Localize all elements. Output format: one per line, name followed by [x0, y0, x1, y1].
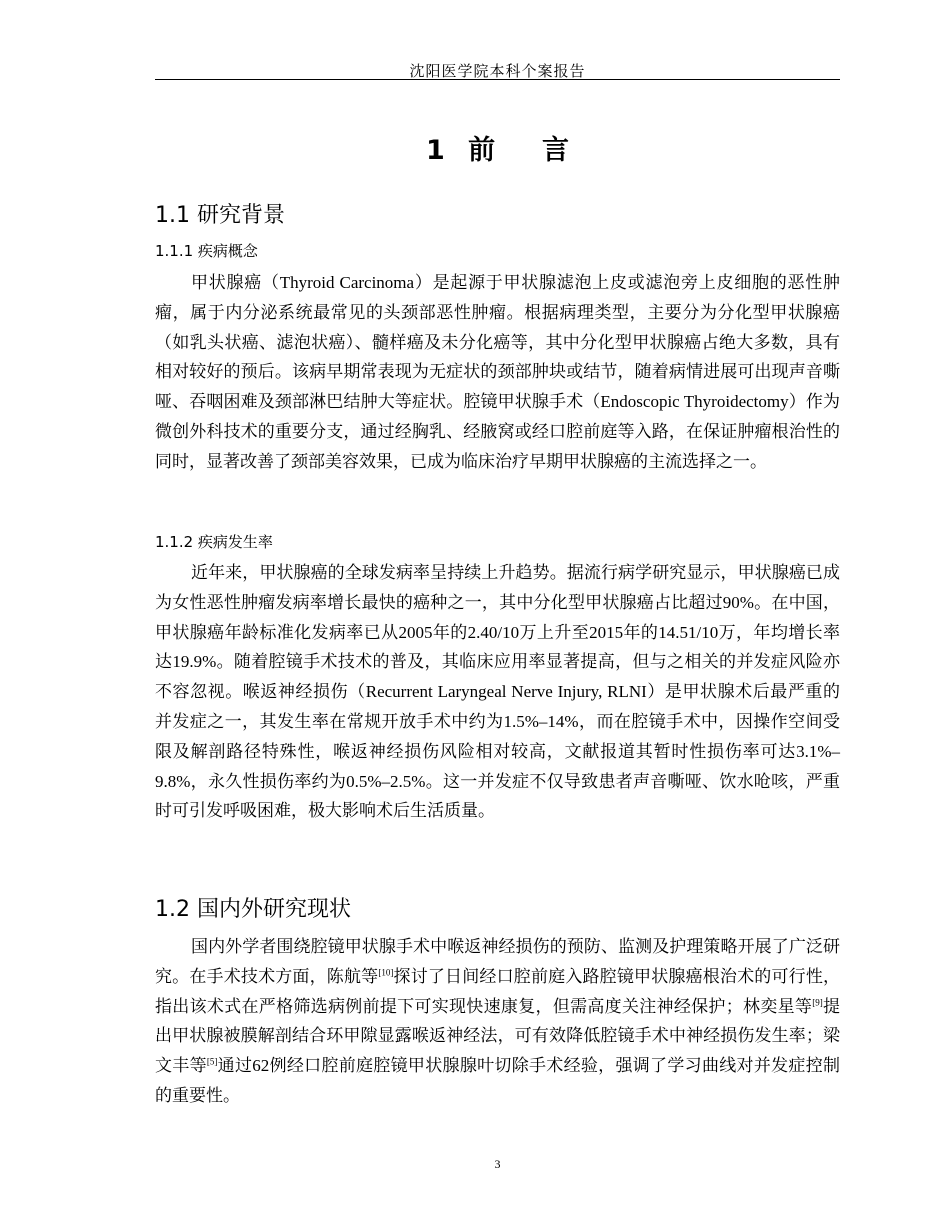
- section-heading-1-1: 1.1 研究背景: [155, 203, 285, 228]
- paragraph-disease-concept: 甲状腺癌（Thyroid Carcinoma）是起源于甲状腺滤泡上皮或滤泡旁上皮细胞的恶性肿瘤，属于内分泌系统最常见的头颈部恶性肿瘤。根据病理类型，主要分为分化型甲状腺癌（如乳头状癌、滤泡状癌）、髓样癌及未分化癌等，其中分化型甲状腺癌占绝大多数，具有相对较好的预后。该病早期常表现为无症状的颈部肿块或结节，随着病情进展可出现声音嘶哑、吞咽困难及颈部淋巴结肿大等症状。腔镜甲状腺手术（Endoscopic Thyroidectomy）作为微创外科技术的重要分支，通过经胸乳、经腋窝或经口腔前庭等入路，在保证肿瘤根治性的同时，显著改善了颈部美容效果，已成为临床治疗早期甲状腺癌的主流选择之一。: [155, 273, 840, 471]
- chapter-title: 1 前 言: [426, 135, 569, 166]
- citation-9: [9]: [812, 996, 823, 1007]
- running-header: 沈阳医学院本科个案报告: [409, 62, 586, 80]
- subsection-heading-1-1-2: 1.1.2 疾病发生率: [155, 533, 273, 551]
- paragraph-research-status: [155, 932, 840, 1111]
- citation-10: [10]: [378, 967, 394, 978]
- page-number: 3: [494, 1157, 501, 1171]
- research-text-part-4: 通过62例经口腔前庭腔镜甲状腺腺叶切除手术经验，强调了学习曲线对并发症控制的重要性。: [155, 1056, 841, 1105]
- header-rule: [155, 79, 840, 80]
- citation-5: [5]: [206, 1056, 218, 1067]
- subsection-heading-1-1-1: 1.1.1 疾病概念: [155, 242, 258, 260]
- paragraph-incidence: 近年来，甲状腺癌的全球发病率呈持续上升趋势。据流行病学研究显示，甲状腺癌已成为女性恶性肿瘤发病率增长最快的癌种之一，其中分化型甲状腺癌占比超过90%。在中国，甲状腺癌年龄标准化发病率已从2005年的2.40/10万上升至2015年的14.51/10万，年均增长率达19.9%。随着腔镜手术技术的普及，其临床应用率显著提高，但与之相关的并发症风险亦不容忽视。喉返神经损伤（Recurrent Laryngeal Nerve Injury, RLNI）是甲状腺术后最严重的并发症之一，其发生率在常规开放手术中约为1.5%–14%，而在腔镜手术中，因操作空间受限及解剖路径特殊性，喉返神经损伤风险相对较高，文献报道其暂时性损伤率可达3.1%–9.8%，永久性损伤率约为0.5%–2.5%。这一并发症不仅导致患者声音嘶哑、饮水呛咳，严重时可引发呼吸困难，极大影响术后生活质量。: [155, 563, 840, 821]
- research-text-part-2: 探讨了日间经口腔前庭入路腔镜甲状腺癌根治术的可行性，指出该术式在严格筛选病例前提下可实现快速康复，但需高度关注神经保护；林奕星等: [155, 966, 841, 1016]
- research-text-part-1: 国内外学者围绕腔镜甲状腺手术中喉返神经损伤的预防、监测及护理策略开展了广泛研究。在手术技术方面，陈航等: [155, 937, 840, 986]
- section-heading-1-2: 1.2 国内外研究现状: [155, 897, 351, 922]
- research-text-part-3: 提出甲状腺被膜解剖结合环甲隙显露喉返神经法，可有效降低腔镜手术中神经损伤发生率；梁文丰等: [155, 996, 840, 1076]
